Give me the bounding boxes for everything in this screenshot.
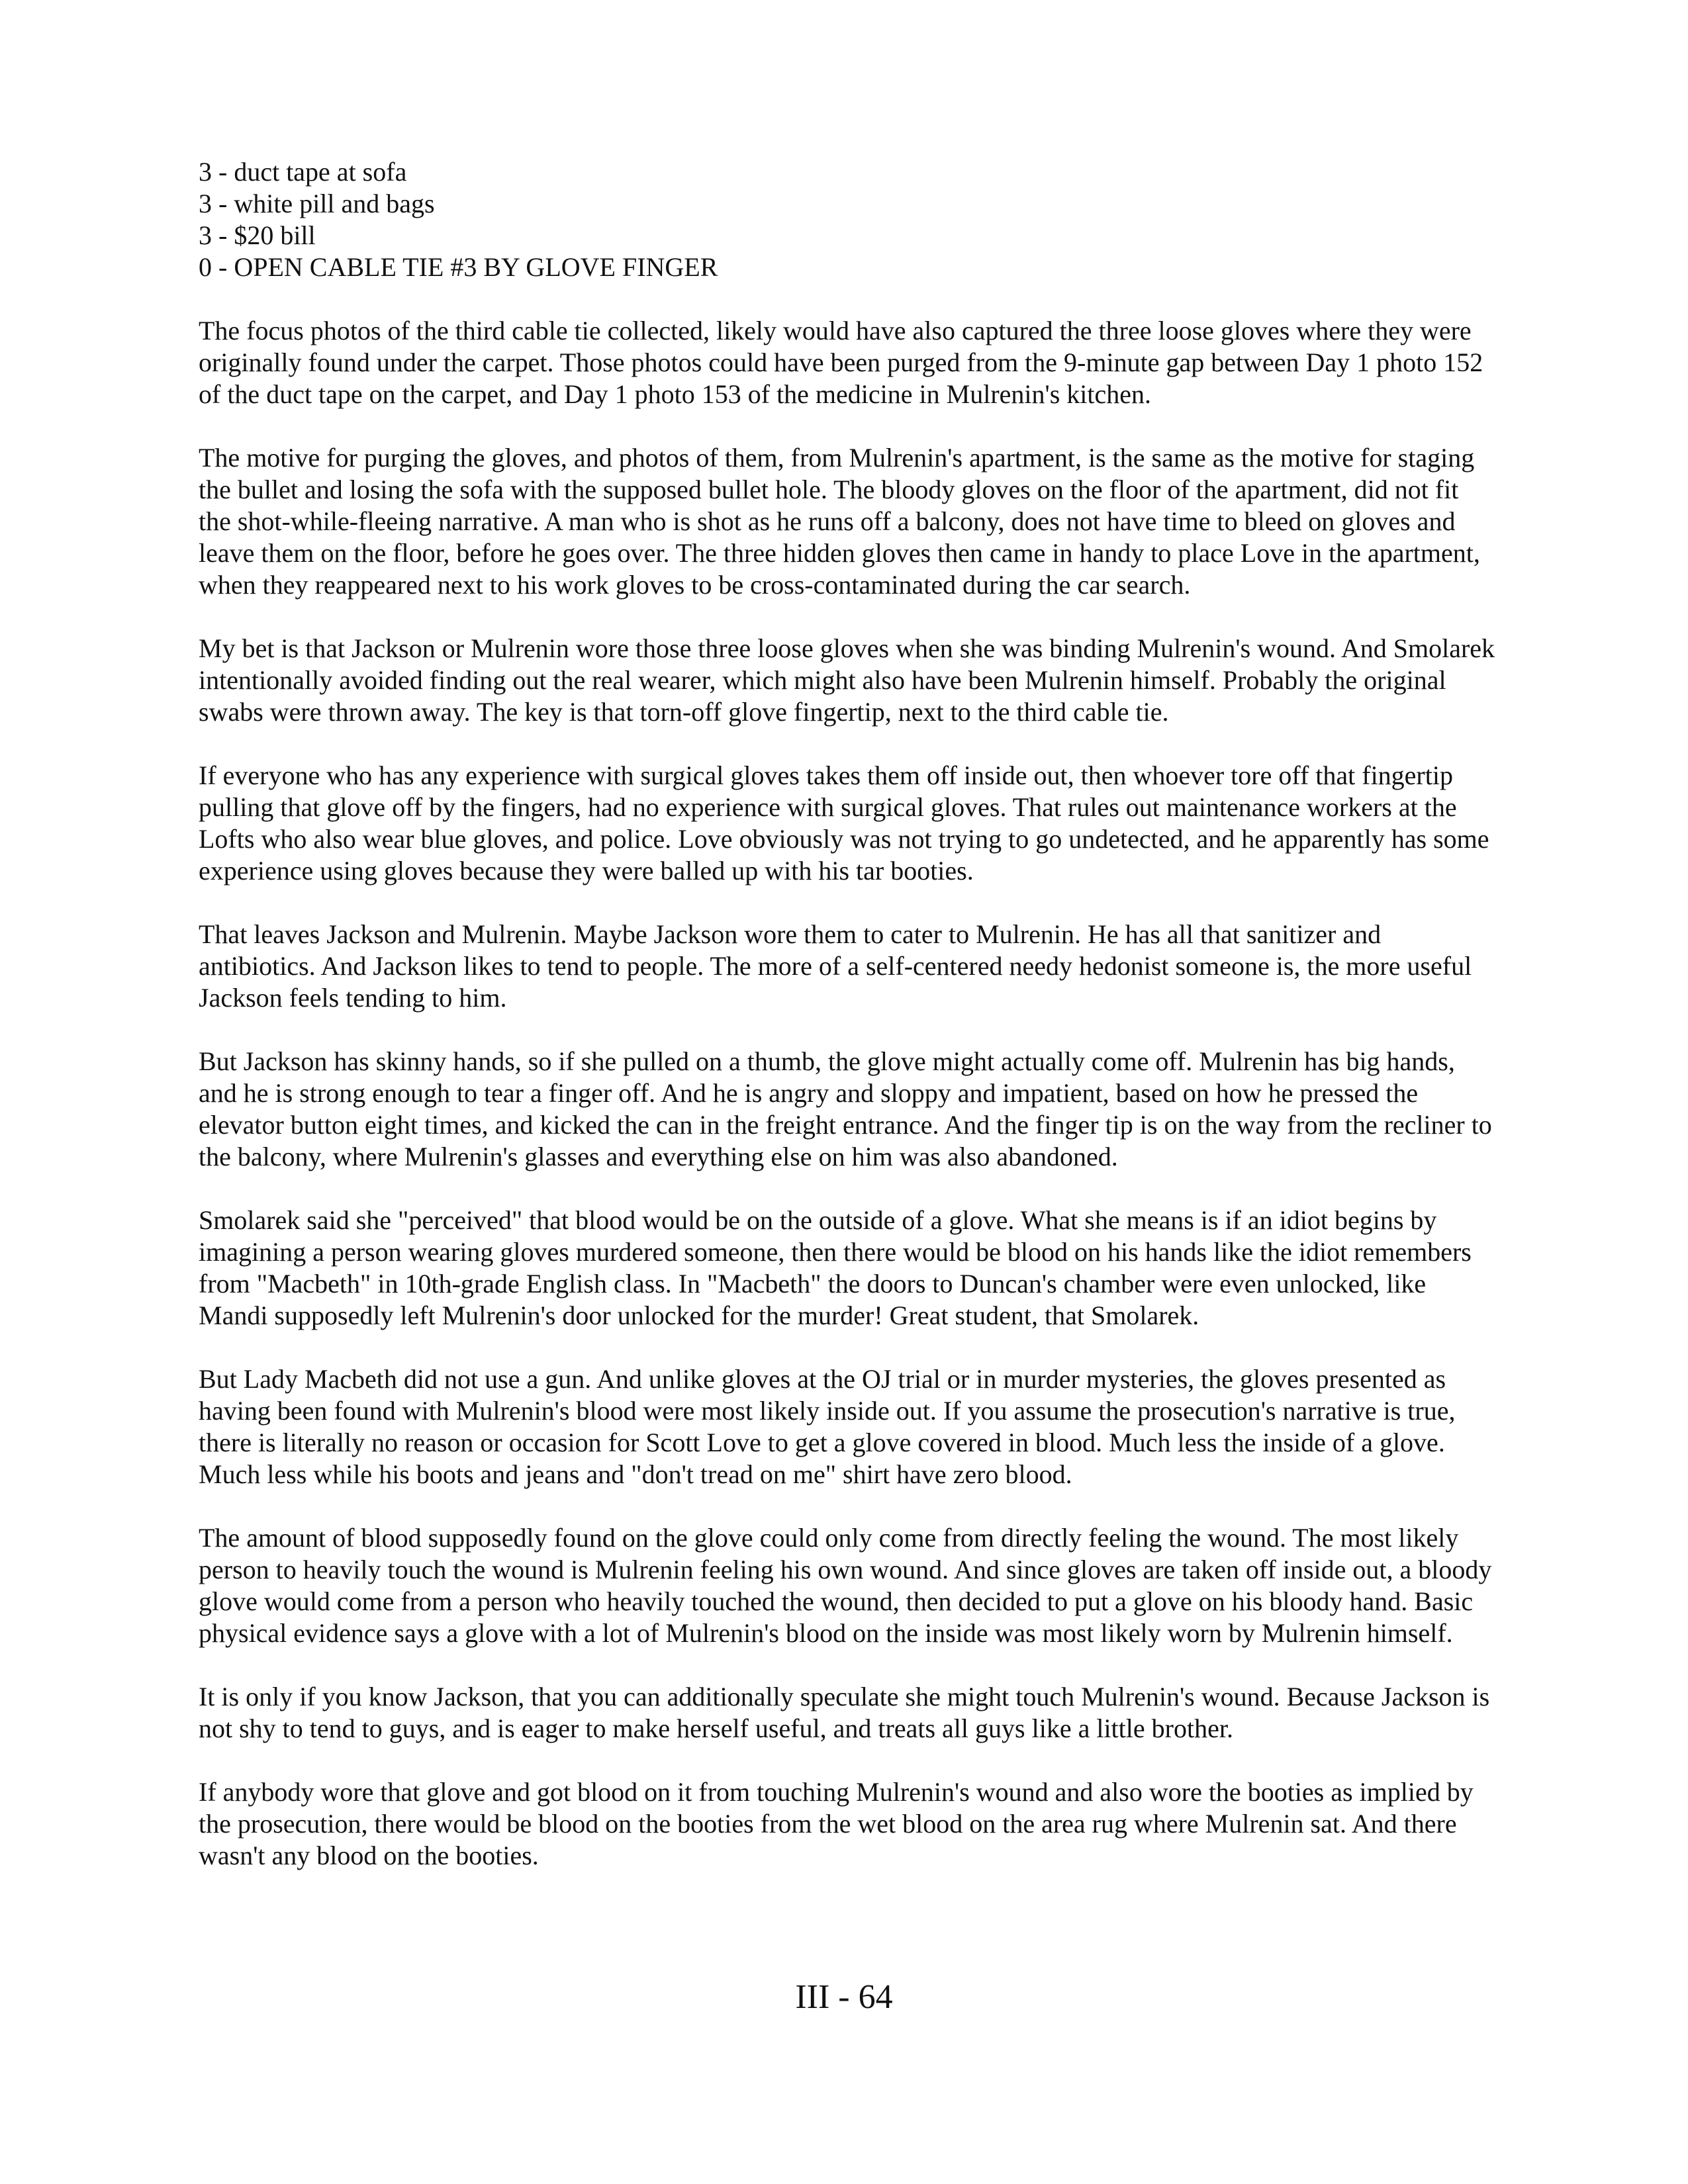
paragraph: My bet is that Jackson or Mulrenin wore those three loose gloves when she was binding Mulrenin's wound. And Smolarek intentionally avoided finding out the real wearer, which might also have been Mulrenin himself. Probably the original swabs were thrown away. The key is that torn-off glove fingertip, next to the third cable tie. bbox=[199, 633, 1495, 727]
paragraph: That leaves Jackson and Mulrenin. Maybe Jackson wore them to cater to Mulrenin. He has all that sanitizer and antibiotics. And Jackson likes to tend to people. The more of a self-centered needy hedonist someone is, the more useful Jackson feels tending to him. bbox=[199, 919, 1472, 1013]
paragraph: The amount of blood supposedly found on the glove could only come from directly feeling the wound. The most likely person to heavily touch the wound is Mulrenin feeling his own wound. And since gloves are taken off inside out, a bloody glove would come from a person who heavily touched the wound, then decided to put a glove on his bloody hand. Basic physical evidence says a glove with a lot of Mulrenin's blood on the inside was most likely worn by Mulrenin himself. bbox=[199, 1523, 1492, 1648]
evidence-list bbox=[199, 156, 1496, 283]
body-text bbox=[199, 156, 1496, 1872]
paragraph: The motive for purging the gloves, and photos of them, from Mulrenin's apartment, is the same as the motive for staging the bullet and losing the sofa with the supposed bullet hole. The bloody gloves on the floor of the apartment, did not fit the shot-while-fleeing narrative. A man who is shot as he runs off a balcony, does not have time to bleed on gloves and leave them on the floor, before he goes over. The three hidden gloves then came in handy to place Love in the apartment, when they reappeared next to his work gloves to be cross-contaminated during the car search. bbox=[199, 443, 1480, 600]
paragraph: But Jackson has skinny hands, so if she pulled on a thumb, the glove might actually come off. Mulrenin has big hands, and he is strong enough to tear a finger off. And he is angry and sloppy and impatient, based on how he pressed the elevator button eight times, and kicked the can in the freight entrance. And the finger tip is on the way from the recliner to the balcony, where Mulrenin's glasses and everything else on him was also abandoned. bbox=[199, 1046, 1492, 1171]
page-number: III - 64 bbox=[795, 1978, 893, 2016]
paragraph: Smolarek said she "perceived" that blood would be on the outside of a glove. What she means is if an idiot begins by imagining a person wearing gloves murdered someone, then there would be blood on his hands like the idiot remembers from "Macbeth" in 10th-grade English class. In "Macbeth" the doors to Duncan's chamber were even unlocked, like Mandi supposedly left Mulrenin's door unlocked for the murder! Great student, that Smolarek. bbox=[199, 1205, 1472, 1330]
paragraph: It is only if you know Jackson, that you can additionally speculate she might touch Mulrenin's wound. Because Jackson is not shy to tend to guys, and is eager to make herself useful, and treats all guys like a little brother. bbox=[199, 1682, 1490, 1743]
list-item: 3 - $20 bill bbox=[199, 220, 316, 250]
list-item: 3 - duct tape at sofa bbox=[199, 157, 407, 187]
paragraph: If everyone who has any experience with surgical gloves takes them off inside out, then whoever tore off that fingertip pulling that glove off by the fingers, had no experience with surgical gloves. That rules out maintenance workers at the Lofts who also wear blue gloves, and police. Love obviously was not trying to go undetected, and he apparently has some experience using gloves because they were balled up with his tar booties. bbox=[199, 760, 1489, 886]
list-item: 0 - OPEN CABLE TIE #3 BY GLOVE FINGER bbox=[199, 252, 718, 282]
paragraph: The focus photos of the third cable tie collected, likely would have also captured the three loose gloves where they were originally found under the carpet. Those photos could have been purged from the 9-minute gap between Day 1 photo 152 of the duct tape on the carpet, and Day 1 photo 153 of the medicine in Mulrenin's kitchen. bbox=[199, 316, 1483, 409]
paragraph: If anybody wore that glove and got blood on it from touching Mulrenin's wound and also wore the booties as implied by the prosecution, there would be blood on the booties from the wet blood on the area rug where Mulrenin sat. And there wasn't any blood on the booties. bbox=[199, 1777, 1474, 1870]
paragraph: But Lady Macbeth did not use a gun. And unlike gloves at the OJ trial or in murder mysteries, the gloves presented as having been found with Mulrenin's blood were most likely inside out. If you assume the prosecution's narrative is true, there is literally no reason or occasion for Scott Love to get a glove covered in blood. Much less the inside of a glove. Much less while his boots and jeans and "don't tread on me" shirt have zero blood. bbox=[199, 1364, 1456, 1489]
list-item: 3 - white pill and bags bbox=[199, 189, 435, 218]
